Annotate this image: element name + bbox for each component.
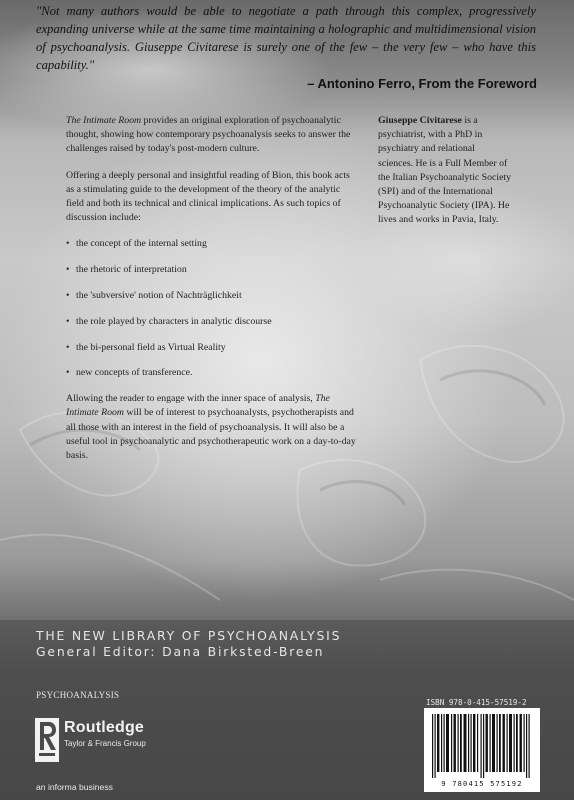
list-item: • the role played by characters in analytic discourse [66,315,358,329]
list-item: • the 'subversive' notion of Nachträglichkeit [66,289,358,303]
isbn-label: ISBN 978-0-415-57519-2 [426,698,527,707]
book-title-italic: The Intimate Room [66,115,142,126]
description-p3-after: will be of interest to psychoanalysts, psychotherapists and all those with an interest in the field of psychoanalysis. It will also be a useful tool in psychoanalytic and psychotherapeutic work on a day-to-day basis. [66,407,356,462]
author-bio [378,114,512,228]
series-info [36,628,341,660]
quote-attribution: – Antonino Ferro, From the Foreword [307,76,537,91]
description-paragraph-1 [66,114,358,157]
description-p1-text: provides an original exploration of psychoanalytic thought, showing how contemporary psychoanalysis seeks to answer the challenges raised by today's post-modern culture. [66,115,351,155]
barcode-digits: 9 780415 575192 [441,780,523,788]
list-item: • the bi-personal field as Virtual Reality [66,341,358,355]
list-item: • the rhetoric of interpretation [66,263,358,277]
series-title: THE NEW LIBRARY OF PSYCHOANALYSIS [36,628,342,643]
author-bio-text: is a psychiatrist, with a PhD in psychiatry and relational sciences. He is a Full Member of the Italian Psychoanalytic Society (SPI) and of the International Psychoanalytic Society (IPA). He lives and works in Pavia, Italy. [378,115,512,226]
topics-list [66,237,358,380]
author-name: Giuseppe Civitarese [378,115,462,126]
description-paragraph-3 [66,392,358,463]
list-item: • new concepts of transference. [66,366,358,380]
endorsement-quote: "Not many authors would be able to negotiate a path through this complex, progressively expanding universe while at the same time maintaining a holographic and multidimensional vision of psychoanalysis. Giuseppe Civitarese is surely one of the few – the very few – who have this capability." [36,4,536,72]
description-p3-before: Allowing the reader to engage with the inner space of analysis, [66,393,316,405]
description-paragraph-2: Offering a deeply personal and insightful reading of Bion, this book acts as a stimulating guide to the development of the theory of the analytic field and both its technical and clinical implications. As such topics of discussion include: [66,169,350,224]
subject-category: PSYCHOANALYSIS [36,690,120,700]
list-item: • the concept of the internal setting [66,237,358,251]
book-description [66,114,358,475]
publisher-group: Taylor & Francis Group [64,739,146,748]
barcode-bars-icon [424,708,540,780]
publisher-name: Routledge [64,719,145,736]
publisher-tagline: an informa business [36,782,113,792]
routledge-logo-icon [35,718,59,762]
book-title-italic: The Intimate Room [66,393,330,419]
series-editor: General Editor: Dana Birksted-Breen [36,644,325,659]
